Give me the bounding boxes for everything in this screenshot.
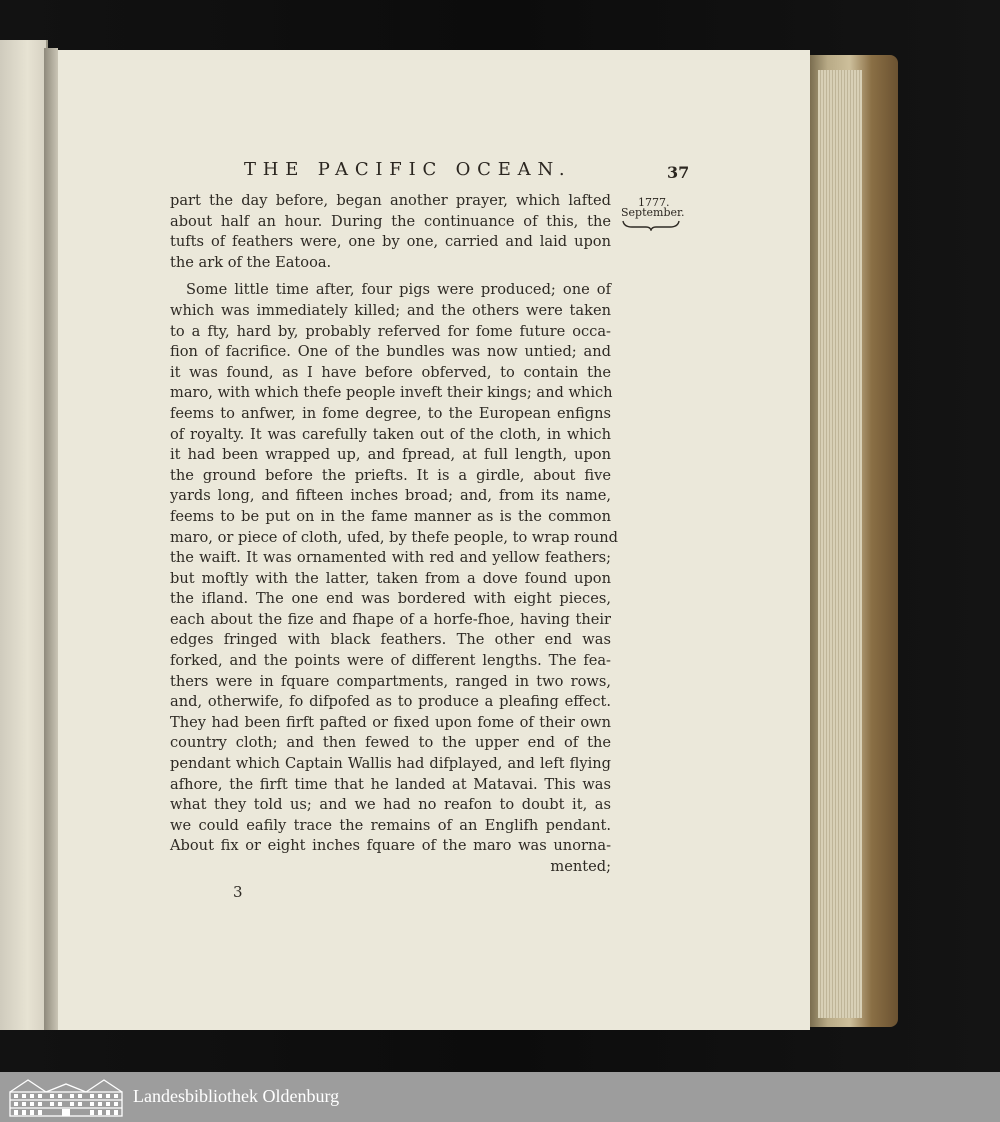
text-line: edges fringed with black feathers. The other end was bbox=[170, 631, 611, 649]
body-text bbox=[170, 191, 618, 878]
text-line: to a fty, hard by, probably referved for fome future occa- bbox=[170, 322, 611, 340]
text-line: the ark of the Eatooa. bbox=[170, 253, 332, 271]
running-title: THE PACIFIC OCEAN. bbox=[244, 159, 572, 180]
text-line: but moftly with the latter, taken from a dove found upon bbox=[170, 569, 611, 587]
text-line: of royalty. It was carefully taken out of the cloth, in which bbox=[170, 425, 611, 443]
text-line: forked, and the points were of different lengths. The fea- bbox=[170, 652, 611, 670]
text-line: the ground before the priefts. It is a girdle, about five bbox=[170, 466, 611, 484]
text-line: country cloth; and then fewed to the upper end of the bbox=[170, 734, 611, 752]
text-line: thers were in fquare compartments, ranged in two rows, bbox=[170, 672, 611, 690]
text-line: the waift. It was ornamented with red and yellow feathers; bbox=[170, 549, 611, 567]
text-line: yards long, and fifteen inches broad; and, from its name, bbox=[170, 487, 611, 505]
library-building-logo-icon bbox=[8, 1076, 124, 1118]
text-line: maro, or piece of cloth, ufed, by thefe people, to wrap round bbox=[170, 528, 618, 546]
margin-note-year: 1777. bbox=[638, 196, 670, 209]
text-line: each about the fize and fhape of a horfe-fhoe, having their bbox=[170, 610, 611, 628]
text-line: it had been wrapped up, and fpread, at full length, upon bbox=[170, 446, 611, 464]
text-line: Some little time after, four pigs were produced; one of bbox=[186, 281, 611, 299]
paragraph-gap bbox=[170, 273, 611, 280]
footer-bar bbox=[0, 1072, 1000, 1122]
text-line: pendant which Captain Wallis had difplayed, and left flying bbox=[170, 755, 611, 773]
text-line: fion of facrifice. One of the bundles was now untied; and bbox=[170, 343, 611, 361]
text-line: feems to be put on in the fame manner as is the common bbox=[170, 507, 611, 525]
text-line: About fix or eight inches fquare of the maro was unorna- bbox=[170, 837, 611, 855]
text-line: mented; bbox=[550, 858, 611, 875]
curly-brace-icon bbox=[622, 219, 680, 231]
text-line: which was immediately killed; and the others were taken bbox=[170, 301, 611, 319]
text-line: feems to anfwer, in fome degree, to the European enfigns bbox=[170, 404, 611, 422]
text-line: what they told us; and we had no reafon to doubt it, as bbox=[170, 796, 611, 814]
text-line: and, otherwife, fo difpofed as to produce a pleafing effect. bbox=[170, 693, 611, 711]
text-line: we could eafily trace the remains of an Englifh pendant. bbox=[170, 816, 611, 834]
signature-mark: 3 bbox=[233, 883, 243, 901]
text-line: the ifland. The one end was bordered with eight pieces, bbox=[170, 590, 611, 608]
text-line: it was found, as I have before obferved, to contain the bbox=[170, 363, 611, 381]
text-line: tufts of feathers were, one by one, carried and laid upon bbox=[170, 233, 611, 251]
page-stack-edges bbox=[818, 70, 862, 1018]
text-line: about half an hour. During the continuance of this, the bbox=[170, 212, 611, 230]
text-line: maro, with which thefe people inveft their kings; and which bbox=[170, 384, 613, 402]
left-page-edge bbox=[0, 40, 48, 1030]
text-line: They had been firft pafted or fixed upon fome of their own bbox=[170, 713, 611, 731]
text-line: part the day before, began another prayer, which lafted bbox=[170, 192, 611, 209]
book-gutter bbox=[44, 48, 58, 1030]
library-name: Landesbibliothek Oldenburg bbox=[133, 1086, 340, 1106]
page-number: 37 bbox=[667, 163, 690, 182]
margin-note-month: September. bbox=[621, 206, 685, 219]
text-line: afhore, the firft time that he landed at Matavai. This was bbox=[170, 775, 611, 793]
